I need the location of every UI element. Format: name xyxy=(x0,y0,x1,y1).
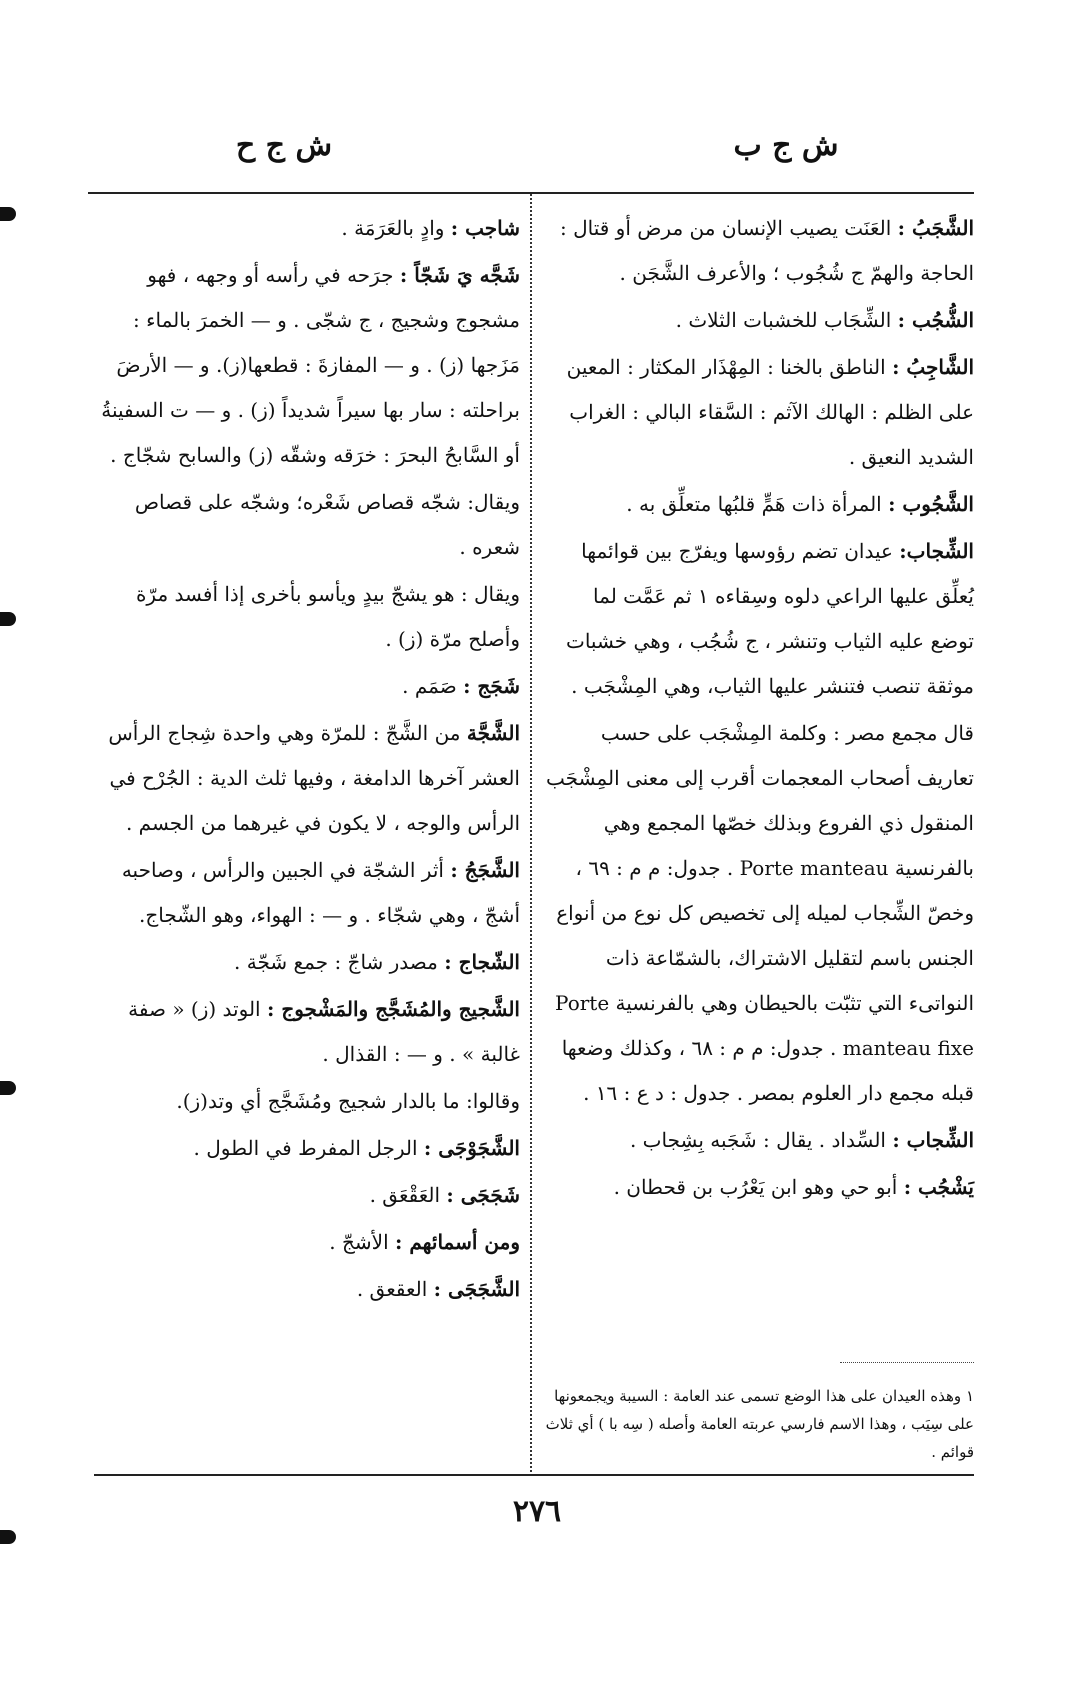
dictionary-entry xyxy=(88,480,520,570)
definition: من الشَّجّ : للمرّة وهي واحدة شِجاج الرأس العشر آخرها الدامغة ، وفيها ثلث الدية : الجُرْح في الرأس والوجه ، لا يكون في غيرهما من الجسم . xyxy=(108,721,520,835)
headword: الشَّجَجُ : xyxy=(450,858,520,882)
headword: الشُّجُب : xyxy=(897,308,974,332)
footnote: ١ وهذه العيدان على هذا الوضع تسمى عند العامة : السيبة ويجمعونها على سِيَب ، وهذا الاسم فارسي عربته العامة وأصله ( سِه با ) أي ثلاث قوائم . xyxy=(545,1387,974,1461)
headword: يَشْجُب : xyxy=(903,1175,974,1199)
headword: الشَّجَوْجَى : xyxy=(423,1136,520,1160)
running-header-left: ش ج ح xyxy=(235,128,333,163)
definition: الناطق بالخنا : المِهْذَار المكثار : المعين على الظلم : الهالك الآثم : السَّقاء البالي : الغراب الشديد النعيق . xyxy=(566,355,974,469)
running-header-right: ش ج ب xyxy=(733,128,839,163)
column-divider xyxy=(530,194,532,1472)
headword: الشَّجُوب : xyxy=(888,492,974,516)
definition: جرَحه في رأسه أو وجهه ، فهو مشجوج وشجيج ، ج شجّى . و — الخمرَ بالماء : مَزَجها (ز) . و — المفازةَ : قطعها(ز). و — الأرضَ براحلته : سار بها سيراً شديداً (ز) . و — ت السفينةُ أو السَّابحُ البحرَ : خرَقه وشقّه (ز) والسابح شجّاج . xyxy=(101,263,520,467)
dictionary-entry xyxy=(544,1118,974,1163)
headword: الشَّجَبُ : xyxy=(897,216,974,240)
headword: شاجب : xyxy=(450,216,520,240)
dictionary-entry xyxy=(544,206,974,296)
dictionary-entry xyxy=(88,711,520,846)
headword: شَجَجَى : xyxy=(446,1183,520,1207)
dictionary-entry xyxy=(544,298,974,343)
headword: الشَّجَجَى : xyxy=(433,1277,520,1301)
headword: ومن أسمائهم : xyxy=(395,1230,520,1254)
dictionary-entry xyxy=(88,1126,520,1171)
definition: قال مجمع مصر : وكلمة المِشْجَب على حسب تعاريف أصحاب المعجمات أقرب إلى معنى المِشْجَب المنقول ذي الفروع وبذلك خصّها المجمع وهي بالفرنسية Porte manteau . جدول: م م : ٦٩ ، وخصّ الشِّجاب لميله إلى تخصيص كل نوع من أنواع الجنس باسم لتقليل الاشتراك، بالشمّاعة ذات النواتىء التي تثبّت بالحيطان وهي بالفرنسية Porte manteau fixe . جدول: م م : ٦٨ ، وكذلك وضعها قبله مجمع دار العلوم بمصر . جدول : د ع : ١٦ . xyxy=(546,721,974,1105)
definition: ويقال : هو يشجّ بيدٍ ويأسو بأخرى إذا أفسد مرّة وأصلح مرّة (ز) . xyxy=(135,582,520,651)
definition: مصدر شاجّ : جمع شَجّة . xyxy=(234,950,438,974)
left-column xyxy=(88,206,520,1314)
page-number: ٢٧٦ xyxy=(512,1494,562,1529)
definition: أثر الشجّة في الجبين والرأس ، وصاحبه أشجّ ، وهي شجّاء . و — : الهواء، وهو الشّجاج. xyxy=(121,858,520,927)
headword: الشِّجاب : xyxy=(892,1128,974,1152)
margin-punch-mark xyxy=(0,1081,16,1095)
footer-rule xyxy=(94,1474,974,1476)
dictionary-entry xyxy=(544,482,974,527)
definition: العَقْعَق . xyxy=(369,1183,441,1207)
dictionary-entry xyxy=(88,253,520,478)
definition: السِّداد . يقال : شَجَبه بِشِجاب . xyxy=(629,1128,886,1152)
margin-punch-mark xyxy=(0,612,16,626)
dictionary-entry xyxy=(88,206,520,251)
dictionary-entry xyxy=(88,1079,520,1124)
definition: صَمَم . xyxy=(402,674,457,698)
dictionary-entry xyxy=(544,1165,974,1210)
definition: الرجل المفرط في الطول . xyxy=(193,1136,418,1160)
dictionary-entry xyxy=(88,572,520,662)
headword: الشَّاجِبُ : xyxy=(892,355,974,379)
footnote-rule xyxy=(840,1362,974,1363)
definition: العَنَت يصيب الإنسان من مرض أو قتال : الحاجة والهمّ ج شُجُوب ؛ والأعرف الشَّجَن . xyxy=(560,216,974,285)
headword: الشّجاج : xyxy=(444,950,520,974)
definition: وادٍ بالعَرَمَة . xyxy=(341,216,445,240)
dictionary-entry xyxy=(88,1267,520,1312)
definition: المرأة ذات هَمٍّ قلبُها متعلِّق به . xyxy=(626,492,882,516)
definition: أبو حي وهو ابن يَعْرُب بن قحطان . xyxy=(613,1175,898,1199)
definition: وقالوا: ما بالدار شجيج ومُشَجَّج أي وتد(ز). xyxy=(176,1089,520,1113)
dictionary-entry xyxy=(88,1220,520,1265)
dictionary-entry xyxy=(88,987,520,1077)
definition: الوتد (ز) « صفة غالبة » . و — : القذال . xyxy=(128,997,520,1066)
definition: عيدان تضم رؤوسها ويفرّج بين قوائمها يُعلِّق عليها الراعي دلوه وسِقاءه ١ ثم عَمَّت لما توضع عليه الثياب وتنشر ، ج شُجُب ، وهي خشبات موثقة تنصب فتنشر عليها الثياب، وهي المِشْجَب . xyxy=(566,539,974,698)
dictionary-entry xyxy=(88,940,520,985)
dictionary-entry xyxy=(544,345,974,480)
definition: ويقال: شجّه قصاص شَعْره؛ وشجّه على قصاص شعره . xyxy=(134,490,520,559)
dictionary-entry xyxy=(544,529,974,709)
dictionary-entry xyxy=(88,848,520,938)
dictionary-entry xyxy=(88,1173,520,1218)
margin-punch-mark xyxy=(0,207,16,221)
definition: الأشجّ . xyxy=(329,1230,389,1254)
headword: الشِّجاب: xyxy=(899,539,974,563)
dictionary-entry xyxy=(88,664,520,709)
headword: الشَّجيج والمُشَجَّج والمَشْجوج : xyxy=(266,997,520,1021)
definition: العقعق . xyxy=(356,1277,428,1301)
headword: شَجَج : xyxy=(463,674,520,698)
definition: الشِّجَاب للخشبات الثلاث . xyxy=(675,308,892,332)
headword: شَجَّه يَ شَجّاً : xyxy=(399,263,520,287)
right-column xyxy=(544,206,974,1212)
dictionary-entry xyxy=(544,711,974,1116)
margin-punch-mark xyxy=(0,1530,16,1544)
headword: الشَّجَّة xyxy=(466,721,520,745)
